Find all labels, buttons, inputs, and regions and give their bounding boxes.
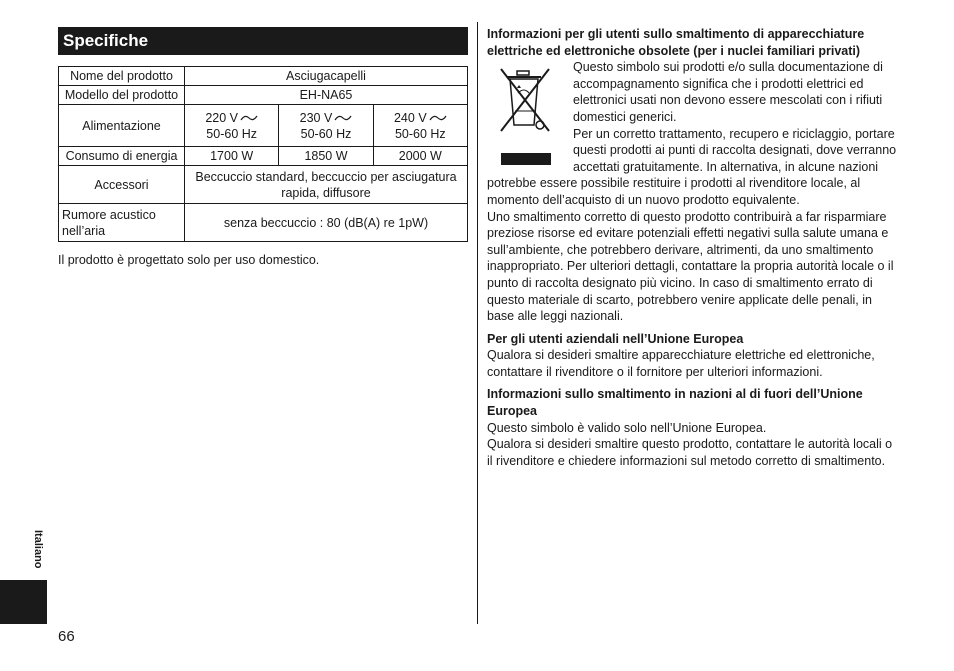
table-row (59, 204, 468, 242)
power-consumption-value: 1850 W (279, 147, 373, 166)
frequency-text: 50-60 Hz (300, 126, 352, 141)
noise-value: senza beccuccio : 80 (dB(A) re 1pW) (185, 204, 468, 242)
non-eu-heading: Informazioni sullo smaltimento in nazioni al di fuori dell’Unione Europea (487, 387, 863, 419)
power-supply-cell (373, 105, 467, 147)
table-row (59, 86, 468, 105)
row-label: Nome del prodotto (59, 67, 185, 86)
power-supply-cell (185, 105, 279, 147)
domestic-use-note: Il prodotto è progettato solo per uso domestico. (58, 253, 320, 267)
table-row (59, 67, 468, 86)
table-row (59, 105, 468, 147)
frequency-text: 50-60 Hz (206, 126, 258, 141)
business-users-heading: Per gli utenti aziendali nell’Unione Europea (487, 331, 744, 346)
voltage-text: 220 V (205, 110, 238, 125)
voltage-text: 230 V (299, 110, 333, 125)
crossed-bin-icon (495, 63, 565, 165)
spec-table (58, 66, 468, 242)
language-tab (0, 580, 47, 624)
power-consumption-value: 1700 W (185, 147, 279, 166)
power-supply-cell (279, 105, 373, 147)
row-label: Accessori (59, 166, 185, 204)
section-title: Specifiche (58, 27, 468, 55)
disposal-paragraph: Questo simbolo sui prodotti e/o sulla documentazione di accompagnamento significa che i prodotti elettrici ed elettronici usati non devono essere mescolati con i rifiuti domestici generici. (573, 60, 883, 124)
voltage-text: 240 V (393, 110, 427, 125)
row-label: Alimentazione (59, 105, 185, 147)
disposal-heading: Informazioni per gli utenti sullo smaltimento di apparecchiature elettriche ed elettroniche obsolete (per i nuclei familiari privati) (487, 27, 865, 58)
language-label: Italiano (32, 530, 44, 569)
disposal-paragraph: Uno smaltimento corretto di questo prodotto contribuirà a far risparmiare preziose risorse ed evitare potenziali effetti negativi sulla salute umana e sull’ambiente, che potrebbero derivare, altrimenti, da uno smaltimento inappropriato. Per ulteriori dettagli, contattare la propria autorità locale o il punto di raccolta designato più vicino. In caso di smaltimento errato di questo materiale di scarto, potrebbero venire applicate delle penali, in base alle leggi nazionali. (487, 209, 894, 324)
ac-symbol-icon (334, 113, 352, 123)
page-number: 66 (58, 628, 75, 645)
power-consumption-value: 2000 W (373, 147, 467, 166)
model-value: EH-NA65 (185, 86, 468, 105)
product-name-value: Asciugacapelli (185, 67, 468, 86)
table-row (59, 166, 468, 204)
ac-symbol-icon (240, 113, 258, 123)
row-label: Consumo di energia (59, 147, 185, 166)
disposal-paragraph: Per un corretto trattamento, recupero e riciclaggio, portare questi prodotti ai punti di raccolta designati, dove verranno accettati gratuitamente. In alternativa, in alcune nazioni potrebbe essere possibile restituire i prodotti al rivenditore locale, al momento dell’acquisto di un nuovo prodotto equivalente. (487, 126, 897, 207)
table-row (59, 147, 468, 166)
frequency-text: 50-60 Hz (394, 126, 446, 141)
non-eu-paragraph: Questo simbolo è valido solo nell’Unione Europea. (487, 420, 767, 435)
non-eu-paragraph: Qualora si desideri smaltire questo prodotto, contattare le autorità locali o il rivenditore e chiedere informazioni sul metodo corretto di smaltimento. (487, 437, 893, 468)
disposal-info (487, 26, 897, 469)
row-label: Rumore acustico nell’aria (59, 204, 185, 242)
ac-symbol-icon (429, 113, 447, 123)
accessories-value: Beccuccio standard, beccuccio per asciugatura rapida, diffusore (185, 166, 468, 204)
column-divider (477, 22, 478, 624)
row-label: Modello del prodotto (59, 86, 185, 105)
business-users-paragraph: Qualora si desideri smaltire apparecchiature elettriche ed elettroniche, contattare il rivenditore o il fornitore per ulteriori informazioni. (487, 348, 875, 379)
